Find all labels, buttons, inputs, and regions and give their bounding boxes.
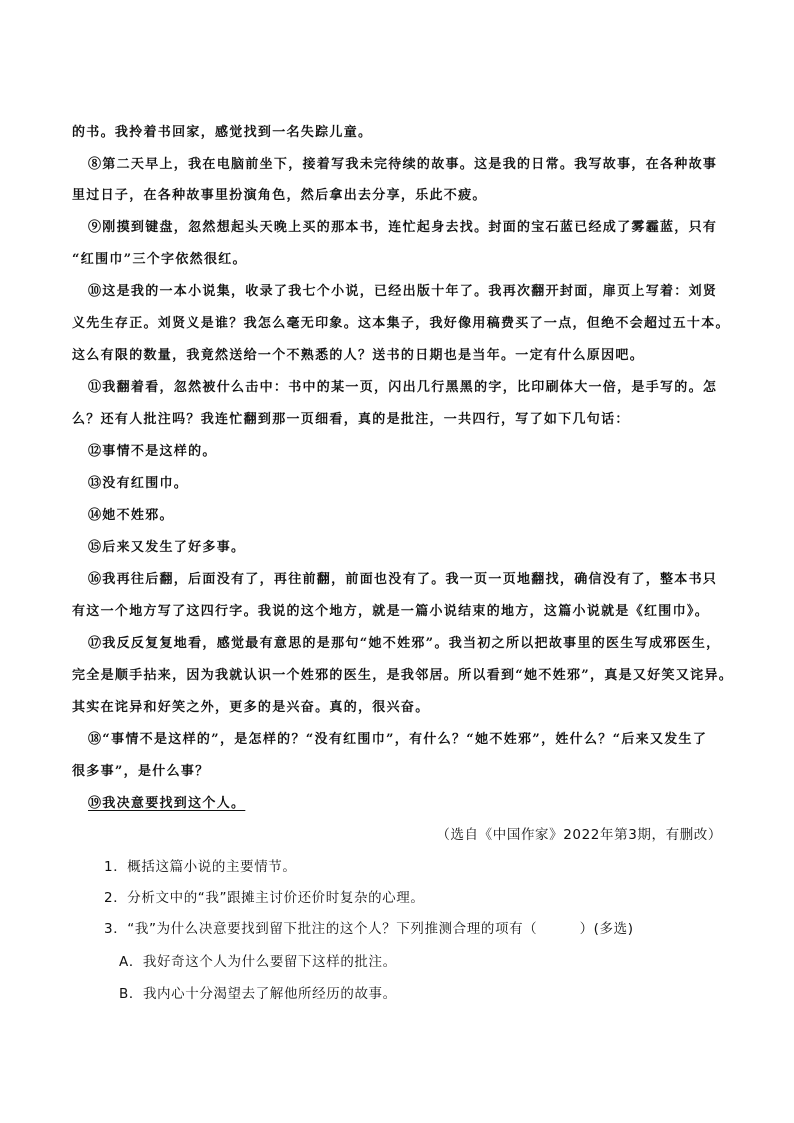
- paragraph-17-line-2: 完全是顺手拈来，因为我就认识一个姓邪的医生，是我邻居。所以看到“她不姓邪”，真是又好笑又诧异。: [72, 668, 734, 683]
- paragraph-12: ⑫事情不是这样的。: [88, 444, 217, 459]
- paragraph-17-line-3: 其实在诧异和好笑之外，更多的是兴奋。真的，很兴奋。: [72, 700, 430, 715]
- paragraph-14: ⑭她不姓邪。: [88, 508, 174, 523]
- paragraph-18-line-2: 很多事”，是什么事？: [72, 764, 210, 779]
- question-2: 2．分析文中的“我”跟摊主讨价还价时复杂的心理。: [104, 890, 425, 906]
- source-citation: （选自《中国作家》2022年第3期，有删改）: [436, 827, 722, 843]
- question-1: 1．概括这篇小说的主要情节。: [104, 859, 297, 875]
- paragraph-8-line-1: ⑧第二天早上，我在电脑前坐下，接着写我未完待续的故事。这是我的日常。我写故事，在各种故事: [88, 157, 718, 172]
- paragraph-9-line-1: ⑨刚摸到键盘，忽然想起头天晚上买的那本书，连忙起身去找。封面的宝石蓝已经成了雾霾蓝，只有: [88, 220, 718, 235]
- paragraph-11-line-2: 么？还有人批注吗？我连忙翻到那一页细看，真的是批注，一共四行，写了如下几句话：: [72, 412, 630, 427]
- paragraph-19: ⑲我决意要找到这个人。: [88, 796, 246, 811]
- paragraph-17-line-1: ⑰我反反复复地看，感觉最有意思的是那句“她不姓邪”。我当初之所以把故事里的医生写成邪医生，: [88, 636, 721, 651]
- paragraph-10-line-3: 这么有限的数量，我竟然送给一个不熟悉的人？送书的日期也是当年。一定有什么原因吧。: [72, 348, 645, 363]
- question-3-option-b: B．我内心十分渴望去了解他所经历的故事。: [119, 986, 397, 1002]
- paragraph-13: ⑬没有红围巾。: [88, 476, 189, 491]
- paragraph-11-line-1: ⑪我翻着看，忽然被什么击中：书中的某一页，闪出几行黑黑的字，比印刷体大一倍，是手写的。怎: [88, 380, 718, 395]
- paragraph-16-line-2: 有这一个地方写了这四行字。我说的这个地方，就是一篇小说结束的地方，这篇小说就是《红围巾》。: [72, 604, 710, 619]
- paragraph-15: ⑮后来又发生了好多事。: [88, 540, 246, 555]
- paragraph-10-line-1: ⑩这是我的一本小说集，收录了我七个小说，已经出版十年了。我再次翻开封面，扉页上写着：刘贤: [88, 284, 718, 299]
- paragraph-18-line-1: ⑱“事情不是这样的”，是怎样的？“没有红围巾”，有什么？“她不姓邪”，姓什么？“后来又发生了: [88, 732, 708, 747]
- question-3-option-a: A．我好奇这个人为什么要留下这样的批注。: [119, 954, 397, 970]
- question-3: 3．“我”为什么决意要找到留下批注的这个人？下列推测合理的项有（ ）(多选): [104, 921, 634, 937]
- paragraph-16-line-1: ⑯我再往后翻，后面没有了，再往前翻，前面也没有了。我一页一页地翻找，确信没有了，整本书只: [88, 572, 718, 587]
- paragraph-8-line-2: 里过日子，在各种故事里扮演角色，然后拿出去分享，乐此不疲。: [72, 188, 487, 203]
- paragraph-7-tail: 的书。我拎着书回家，感觉找到一名失踪儿童。: [72, 125, 373, 140]
- paragraph-9-line-2: “红围巾”三个字依然很红。: [72, 252, 247, 267]
- paragraph-10-line-2: 义先生存正。刘贤义是谁？我怎么毫无印象。这本集子，我好像用稿费买了一点，但绝不会超过五十本。: [72, 316, 730, 331]
